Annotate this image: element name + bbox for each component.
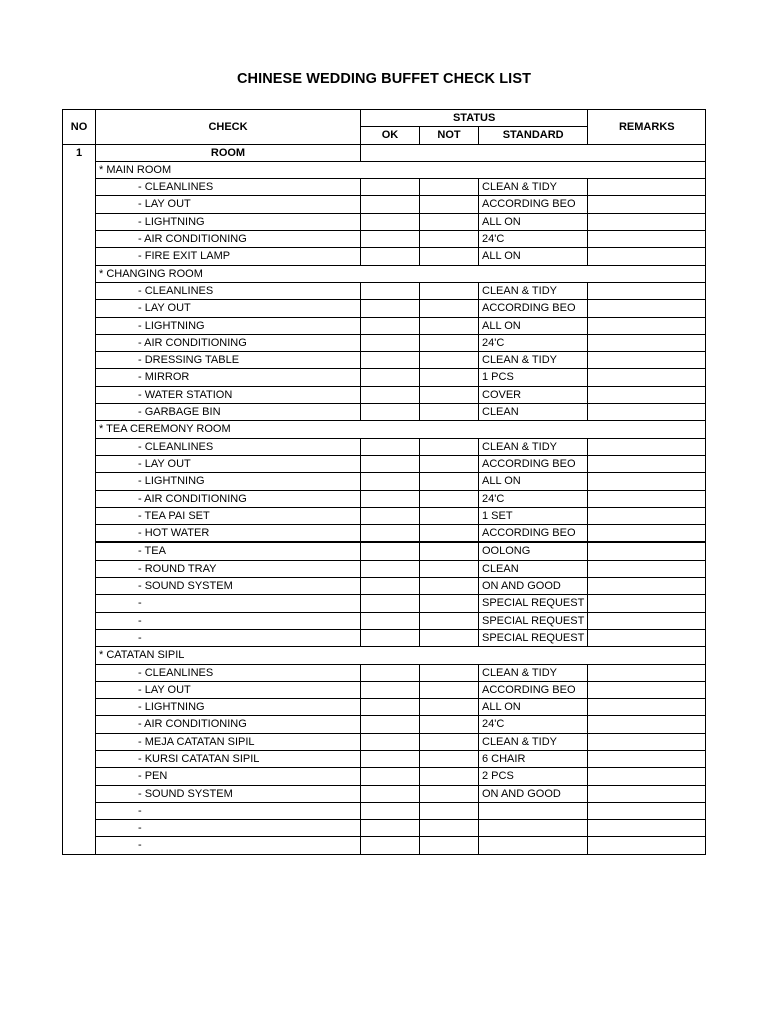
status-ok-cell[interactable] bbox=[361, 560, 420, 577]
status-ok-cell[interactable] bbox=[361, 507, 420, 524]
item-label: - AIR CONDITIONING bbox=[96, 334, 361, 351]
remarks-cell[interactable] bbox=[588, 248, 706, 265]
table-row bbox=[63, 820, 706, 837]
item-standard: 1 SET bbox=[479, 507, 588, 524]
table-row bbox=[63, 542, 706, 560]
status-ok-cell[interactable] bbox=[361, 837, 420, 854]
remarks-cell[interactable] bbox=[588, 629, 706, 646]
table-row bbox=[63, 455, 706, 472]
item-standard: 1 PCS bbox=[479, 369, 588, 386]
remarks-cell[interactable] bbox=[588, 542, 706, 560]
item-standard: CLEAN & TIDY bbox=[479, 352, 588, 369]
table-row bbox=[63, 560, 706, 577]
item-label: - ROUND TRAY bbox=[96, 560, 361, 577]
header-standard: STANDARD bbox=[479, 127, 588, 144]
page-title: CHINESE WEDDING BUFFET CHECK LIST bbox=[236, 71, 532, 87]
status-ok-cell[interactable] bbox=[361, 196, 420, 213]
status-not-cell[interactable] bbox=[420, 213, 479, 230]
item-standard: 24'C bbox=[479, 334, 588, 351]
table-row bbox=[63, 213, 706, 230]
section-row bbox=[63, 144, 706, 161]
remarks-cell[interactable] bbox=[588, 490, 706, 507]
item-standard: CLEAN bbox=[479, 404, 588, 421]
status-ok-cell[interactable] bbox=[361, 733, 420, 750]
table-row bbox=[63, 612, 706, 629]
status-ok-cell[interactable] bbox=[361, 334, 420, 351]
table-row bbox=[63, 595, 706, 612]
table-row bbox=[63, 802, 706, 819]
remarks-cell[interactable] bbox=[588, 334, 706, 351]
status-not-cell[interactable] bbox=[420, 820, 479, 837]
table-row bbox=[63, 248, 706, 265]
item-standard: CLEAN & TIDY bbox=[479, 438, 588, 455]
table-row bbox=[63, 525, 706, 543]
remarks-cell[interactable] bbox=[588, 525, 706, 543]
status-ok-cell[interactable] bbox=[361, 231, 420, 248]
item-standard: CLEAN & TIDY bbox=[479, 733, 588, 750]
status-not-cell[interactable] bbox=[420, 525, 479, 543]
item-label: - CLEANLINES bbox=[96, 282, 361, 299]
item-label: - LAY OUT bbox=[96, 455, 361, 472]
table-row bbox=[63, 664, 706, 681]
group-row bbox=[63, 161, 706, 178]
item-standard: CLEAN bbox=[479, 560, 588, 577]
item-standard: ACCORDING BEO bbox=[479, 681, 588, 698]
remarks-cell[interactable] bbox=[588, 369, 706, 386]
group-row bbox=[63, 647, 706, 664]
status-ok-cell[interactable] bbox=[361, 612, 420, 629]
table-row bbox=[63, 179, 706, 196]
item-label: - GARBAGE BIN bbox=[96, 404, 361, 421]
item-label: - bbox=[96, 629, 361, 646]
item-label: - CLEANLINES bbox=[96, 664, 361, 681]
remarks-cell[interactable] bbox=[588, 699, 706, 716]
status-not-cell[interactable] bbox=[420, 629, 479, 646]
status-ok-cell[interactable] bbox=[361, 542, 420, 560]
item-standard: ON AND GOOD bbox=[479, 785, 588, 802]
status-not-cell[interactable] bbox=[420, 785, 479, 802]
item-label: - bbox=[96, 612, 361, 629]
status-not-cell[interactable] bbox=[420, 334, 479, 351]
item-label: - LIGHTNING bbox=[96, 317, 361, 334]
item-standard: SPECIAL REQUEST bbox=[479, 595, 588, 612]
status-not-cell[interactable] bbox=[420, 282, 479, 299]
status-not-cell[interactable] bbox=[420, 733, 479, 750]
table-row bbox=[63, 404, 706, 421]
item-standard: OOLONG bbox=[479, 542, 588, 560]
remarks-cell[interactable] bbox=[588, 386, 706, 403]
item-label: - LAY OUT bbox=[96, 300, 361, 317]
status-ok-cell[interactable] bbox=[361, 595, 420, 612]
status-not-cell[interactable] bbox=[420, 699, 479, 716]
table-row bbox=[63, 352, 706, 369]
item-standard: ACCORDING BEO bbox=[479, 525, 588, 543]
table-row bbox=[63, 438, 706, 455]
remarks-cell[interactable] bbox=[588, 300, 706, 317]
table-row bbox=[63, 750, 706, 767]
status-ok-cell[interactable] bbox=[361, 369, 420, 386]
table-row bbox=[63, 317, 706, 334]
status-ok-cell[interactable] bbox=[361, 664, 420, 681]
group-name: * CHANGING ROOM bbox=[96, 265, 706, 282]
status-not-cell[interactable] bbox=[420, 196, 479, 213]
table-row bbox=[63, 490, 706, 507]
item-standard: ALL ON bbox=[479, 248, 588, 265]
remarks-cell[interactable] bbox=[588, 352, 706, 369]
item-standard: CLEAN & TIDY bbox=[479, 179, 588, 196]
item-label: - MEJA CATATAN SIPIL bbox=[96, 733, 361, 750]
status-ok-cell[interactable] bbox=[361, 248, 420, 265]
remarks-cell[interactable] bbox=[588, 595, 706, 612]
item-standard bbox=[479, 820, 588, 837]
status-ok-cell[interactable] bbox=[361, 820, 420, 837]
status-not-cell[interactable] bbox=[420, 560, 479, 577]
header-check: CHECK bbox=[96, 110, 361, 145]
status-not-cell[interactable] bbox=[420, 716, 479, 733]
table-row bbox=[63, 196, 706, 213]
remarks-cell[interactable] bbox=[588, 768, 706, 785]
item-label: - CLEANLINES bbox=[96, 179, 361, 196]
remarks-cell[interactable] bbox=[588, 578, 706, 595]
item-label: - AIR CONDITIONING bbox=[96, 490, 361, 507]
item-label: - KURSI CATATAN SIPIL bbox=[96, 750, 361, 767]
status-not-cell[interactable] bbox=[420, 612, 479, 629]
item-standard: ALL ON bbox=[479, 699, 588, 716]
status-ok-cell[interactable] bbox=[361, 404, 420, 421]
status-ok-cell[interactable] bbox=[361, 768, 420, 785]
item-standard: SPECIAL REQUEST bbox=[479, 612, 588, 629]
item-label: - FIRE EXIT LAMP bbox=[96, 248, 361, 265]
status-ok-cell[interactable] bbox=[361, 490, 420, 507]
remarks-cell[interactable] bbox=[588, 179, 706, 196]
header-status: STATUS bbox=[361, 110, 588, 127]
item-standard: CLEAN & TIDY bbox=[479, 282, 588, 299]
item-label: - bbox=[96, 595, 361, 612]
item-standard: COVER bbox=[479, 386, 588, 403]
status-not-cell[interactable] bbox=[420, 595, 479, 612]
table-row bbox=[63, 629, 706, 646]
table-row bbox=[63, 369, 706, 386]
remarks-cell[interactable] bbox=[588, 455, 706, 472]
item-label: - SOUND SYSTEM bbox=[96, 578, 361, 595]
item-label: - AIR CONDITIONING bbox=[96, 231, 361, 248]
status-not-cell[interactable] bbox=[420, 317, 479, 334]
item-label: - LIGHTNING bbox=[96, 473, 361, 490]
status-ok-cell[interactable] bbox=[361, 716, 420, 733]
status-not-cell[interactable] bbox=[420, 248, 479, 265]
status-not-cell[interactable] bbox=[420, 681, 479, 698]
status-ok-cell[interactable] bbox=[361, 473, 420, 490]
remarks-cell[interactable] bbox=[588, 681, 706, 698]
item-standard bbox=[479, 837, 588, 854]
item-standard: ACCORDING BEO bbox=[479, 196, 588, 213]
item-label: - bbox=[96, 820, 361, 837]
status-not-cell[interactable] bbox=[420, 179, 479, 196]
remarks-cell[interactable] bbox=[588, 716, 706, 733]
remarks-cell[interactable] bbox=[588, 317, 706, 334]
remarks-cell[interactable] bbox=[588, 837, 706, 854]
table-row bbox=[63, 578, 706, 595]
item-label: - CLEANLINES bbox=[96, 438, 361, 455]
status-ok-cell[interactable] bbox=[361, 282, 420, 299]
remarks-cell[interactable] bbox=[588, 473, 706, 490]
section-number: 1 bbox=[63, 144, 96, 854]
item-label: - LIGHTNING bbox=[96, 213, 361, 230]
header-ok: OK bbox=[361, 127, 420, 144]
item-label: - PEN bbox=[96, 768, 361, 785]
remarks-cell[interactable] bbox=[588, 438, 706, 455]
item-standard: 2 PCS bbox=[479, 768, 588, 785]
remarks-cell[interactable] bbox=[588, 507, 706, 524]
status-ok-cell[interactable] bbox=[361, 629, 420, 646]
item-standard: 24'C bbox=[479, 716, 588, 733]
remarks-cell[interactable] bbox=[588, 196, 706, 213]
item-label: - bbox=[96, 837, 361, 854]
item-standard: ALL ON bbox=[479, 213, 588, 230]
item-standard: CLEAN & TIDY bbox=[479, 664, 588, 681]
checklist-table bbox=[62, 109, 706, 855]
table-row bbox=[63, 681, 706, 698]
item-standard: ALL ON bbox=[479, 473, 588, 490]
status-ok-cell[interactable] bbox=[361, 750, 420, 767]
remarks-cell[interactable] bbox=[588, 733, 706, 750]
item-standard: 24'C bbox=[479, 490, 588, 507]
item-standard: ON AND GOOD bbox=[479, 578, 588, 595]
remarks-cell[interactable] bbox=[588, 785, 706, 802]
header-remarks: REMARKS bbox=[588, 110, 706, 145]
status-not-cell[interactable] bbox=[420, 542, 479, 560]
status-not-cell[interactable] bbox=[420, 750, 479, 767]
remarks-cell[interactable] bbox=[588, 750, 706, 767]
item-standard bbox=[479, 802, 588, 819]
group-name: * MAIN ROOM bbox=[96, 161, 706, 178]
status-not-cell[interactable] bbox=[420, 837, 479, 854]
status-not-cell[interactable] bbox=[420, 386, 479, 403]
remarks-cell[interactable] bbox=[588, 820, 706, 837]
status-ok-cell[interactable] bbox=[361, 300, 420, 317]
item-standard: 24'C bbox=[479, 231, 588, 248]
checklist-body bbox=[63, 144, 706, 854]
remarks-cell[interactable] bbox=[588, 282, 706, 299]
status-ok-cell[interactable] bbox=[361, 785, 420, 802]
status-not-cell[interactable] bbox=[420, 231, 479, 248]
header-not: NOT bbox=[420, 127, 479, 144]
status-ok-cell[interactable] bbox=[361, 802, 420, 819]
group-row bbox=[63, 265, 706, 282]
item-label: - LIGHTNING bbox=[96, 699, 361, 716]
item-label: - bbox=[96, 802, 361, 819]
status-ok-cell[interactable] bbox=[361, 699, 420, 716]
status-not-cell[interactable] bbox=[420, 455, 479, 472]
item-label: - AIR CONDITIONING bbox=[96, 716, 361, 733]
table-row bbox=[63, 231, 706, 248]
status-ok-cell[interactable] bbox=[361, 681, 420, 698]
table-row bbox=[63, 300, 706, 317]
status-not-cell[interactable] bbox=[420, 507, 479, 524]
header-no: NO bbox=[63, 110, 96, 145]
item-label: - LAY OUT bbox=[96, 196, 361, 213]
remarks-cell[interactable] bbox=[588, 560, 706, 577]
table-row bbox=[63, 768, 706, 785]
status-not-cell[interactable] bbox=[420, 404, 479, 421]
status-not-cell[interactable] bbox=[420, 664, 479, 681]
item-label: - TEA PAI SET bbox=[96, 507, 361, 524]
status-ok-cell[interactable] bbox=[361, 455, 420, 472]
item-label: - HOT WATER bbox=[96, 525, 361, 543]
status-not-cell[interactable] bbox=[420, 578, 479, 595]
table-row bbox=[63, 699, 706, 716]
status-not-cell[interactable] bbox=[420, 352, 479, 369]
table-row bbox=[63, 473, 706, 490]
table-row bbox=[63, 282, 706, 299]
group-name: * CATATAN SIPIL bbox=[96, 647, 706, 664]
status-not-cell[interactable] bbox=[420, 438, 479, 455]
table-row bbox=[63, 716, 706, 733]
status-not-cell[interactable] bbox=[420, 473, 479, 490]
remarks-cell[interactable] bbox=[588, 213, 706, 230]
table-row bbox=[63, 785, 706, 802]
status-ok-cell[interactable] bbox=[361, 386, 420, 403]
table-row bbox=[63, 507, 706, 524]
item-standard: SPECIAL REQUEST bbox=[479, 629, 588, 646]
table-row bbox=[63, 837, 706, 854]
status-not-cell[interactable] bbox=[420, 768, 479, 785]
item-label: - LAY OUT bbox=[96, 681, 361, 698]
remarks-cell[interactable] bbox=[588, 612, 706, 629]
remarks-cell[interactable] bbox=[588, 664, 706, 681]
status-not-cell[interactable] bbox=[420, 300, 479, 317]
status-ok-cell[interactable] bbox=[361, 578, 420, 595]
group-name: * TEA CEREMONY ROOM bbox=[96, 421, 706, 438]
status-not-cell[interactable] bbox=[420, 802, 479, 819]
section-status-blank bbox=[361, 144, 706, 161]
status-ok-cell[interactable] bbox=[361, 179, 420, 196]
item-label: - TEA bbox=[96, 542, 361, 560]
status-ok-cell[interactable] bbox=[361, 317, 420, 334]
status-ok-cell[interactable] bbox=[361, 438, 420, 455]
table-row bbox=[63, 334, 706, 351]
status-ok-cell[interactable] bbox=[361, 213, 420, 230]
group-row bbox=[63, 421, 706, 438]
item-label: - MIRROR bbox=[96, 369, 361, 386]
section-name: ROOM bbox=[96, 144, 361, 161]
item-standard: ACCORDING BEO bbox=[479, 455, 588, 472]
table-row bbox=[63, 386, 706, 403]
status-ok-cell[interactable] bbox=[361, 352, 420, 369]
status-not-cell[interactable] bbox=[420, 490, 479, 507]
item-label: - WATER STATION bbox=[96, 386, 361, 403]
item-standard: ALL ON bbox=[479, 317, 588, 334]
remarks-cell[interactable] bbox=[588, 231, 706, 248]
item-label: - DRESSING TABLE bbox=[96, 352, 361, 369]
item-standard: 6 CHAIR bbox=[479, 750, 588, 767]
remarks-cell[interactable] bbox=[588, 802, 706, 819]
status-ok-cell[interactable] bbox=[361, 525, 420, 543]
status-not-cell[interactable] bbox=[420, 369, 479, 386]
item-standard: ACCORDING BEO bbox=[479, 300, 588, 317]
item-label: - SOUND SYSTEM bbox=[96, 785, 361, 802]
remarks-cell[interactable] bbox=[588, 404, 706, 421]
table-row bbox=[63, 733, 706, 750]
